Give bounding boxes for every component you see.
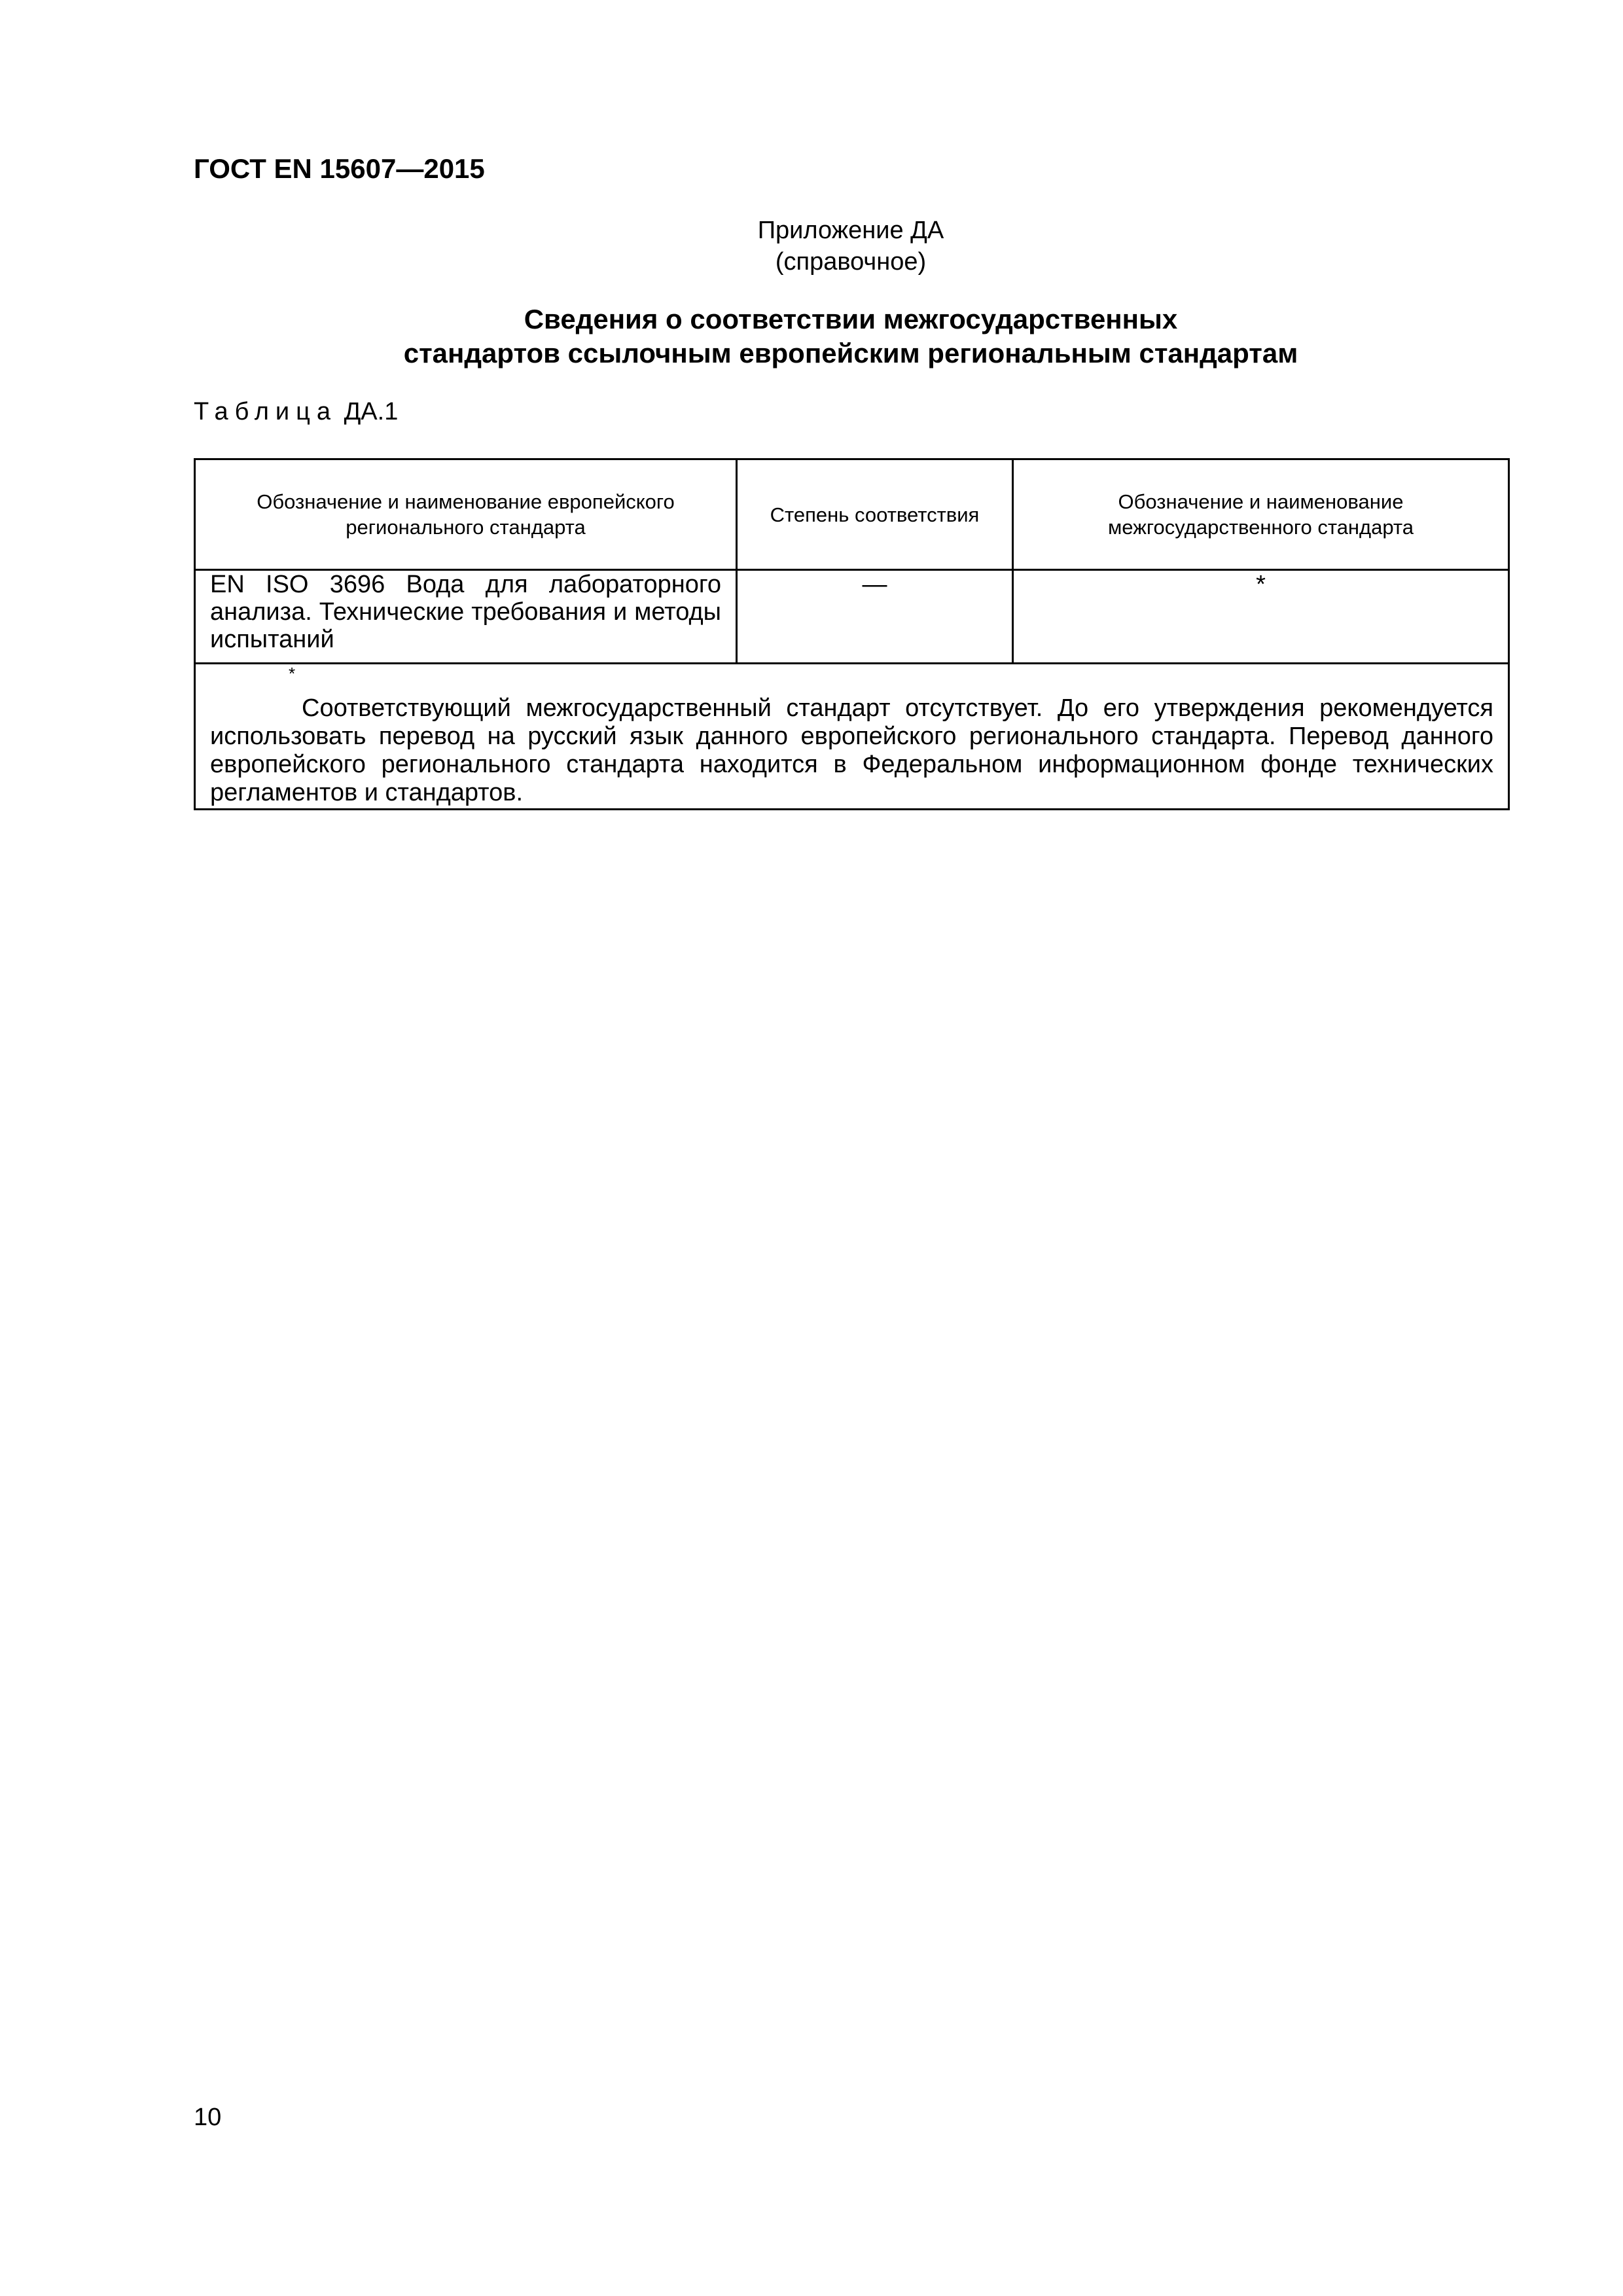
appendix-block: [0, 215, 1623, 278]
appendix-title: Приложение ДА: [757, 217, 944, 244]
table-caption: [194, 398, 398, 426]
table-header-row: [195, 459, 1509, 570]
heading-line-2: стандартов ссылочным европейским региональным стандартам: [403, 338, 1298, 368]
table-caption-word: Таблица: [194, 398, 337, 425]
table-footnote-row: [195, 664, 1509, 810]
table-footnote-cell: * Соответствующий межгосударственный стандарт отсутствует. До его утверждения рекомендуется использовать перевод на русский язык данного европейского регионального стандарта. Перевод данного европейского регионального стандарта находится в Федеральном информационном фонде технических регламентов и стандартов.: [195, 664, 1509, 810]
cell-degree: —: [737, 570, 1013, 664]
cell-european-standard: EN ISO 3696 Вода для лабораторного анализа. Технические требования и методы испытаний: [195, 570, 737, 664]
heading-line-1: Сведения о соответствии межгосударственных: [524, 304, 1178, 334]
page-number: 10: [194, 2104, 222, 2131]
footnote-text: Соответствующий межгосударственный стандарт отсутствует. До его утверждения рекомендуется использовать перевод на русский язык данного европейского регионального стандарта. Перевод данного европейского регионального стандарта находится в Федеральном информационном фонде технических регламентов и стандартов.: [210, 694, 1493, 806]
column-header-degree: Степень соответствия: [737, 459, 1013, 570]
column-header-european-standard: Обозначение и наименование европейского регионального стандарта: [195, 459, 737, 570]
correspondence-table: [194, 458, 1510, 810]
column-header-interstate-standard: Обозначение и наименование межгосударственного стандарта: [1013, 459, 1509, 570]
appendix-status: (справочное): [775, 248, 927, 276]
cell-interstate-standard: *: [1013, 570, 1509, 664]
document-designation: ГОСТ EN 15607—2015: [194, 153, 485, 184]
section-heading: [0, 302, 1623, 370]
table-row: [195, 570, 1509, 664]
table-caption-number: ДА.1: [344, 398, 399, 425]
